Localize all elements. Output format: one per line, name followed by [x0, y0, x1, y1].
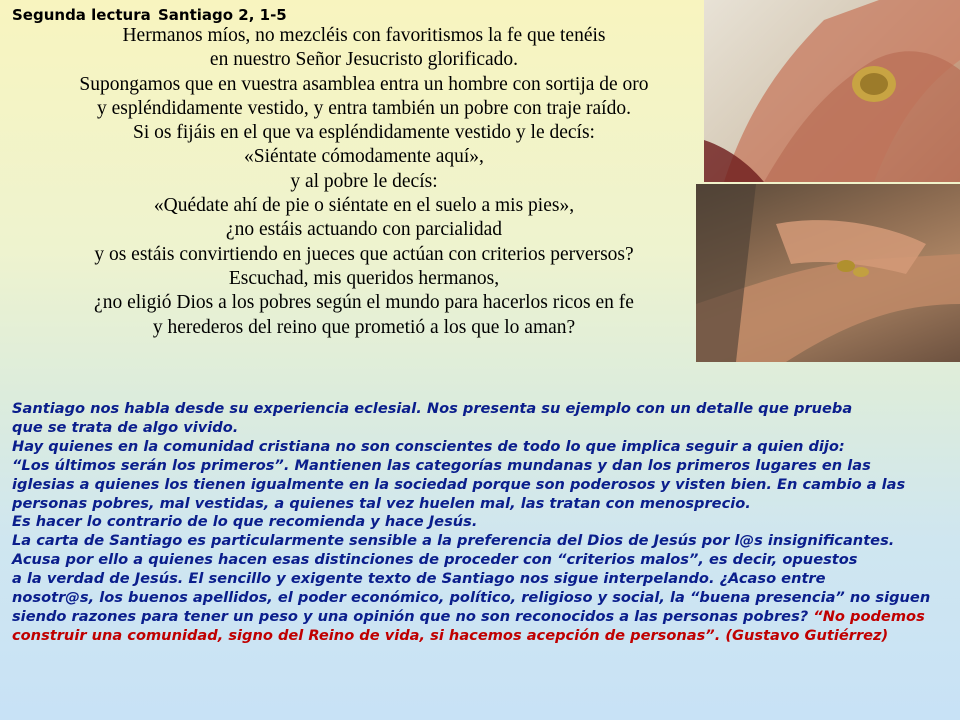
commentary-line: Acusa por ello a quienes hacen esas distinciones de proceder con “criterios malos”, es decir, opuestos	[12, 551, 858, 569]
reading-label: Segunda lectura	[12, 6, 151, 24]
reading-line: ¿no eligió Dios a los pobres según el mundo para hacerlos ricos en fe	[94, 292, 634, 314]
reading-line: Escuchad, mis queridos hermanos,	[228, 267, 500, 289]
gutierrez-quote-start: “No podemos	[813, 607, 925, 625]
reading-text	[0, 24, 728, 340]
commentary-line: personas pobres, mal vestidas, a quienes tal vez huelen mal, las tratan con menosprecio.	[12, 494, 751, 512]
gutierrez-quote: construir una comunidad, signo del Reino de vida, si hacemos acepción de personas”. (Gustavo Gutiérrez)	[12, 626, 889, 644]
reading-line: Si os fijáis en el que va espléndidamente vestido y le decís:	[133, 122, 595, 144]
reading-header	[12, 6, 287, 24]
reading-line: y espléndidamente vestido, y entra también un pobre con traje raído.	[97, 97, 631, 119]
commentary	[12, 400, 952, 646]
reading-citation: Santiago 2, 1-5	[157, 6, 287, 24]
hands-with-coins-photo	[696, 184, 960, 362]
commentary-line: iglesias a quienes los tienen igualmente en la sociedad porque son poderosos y visten bien. En cambio a las	[12, 475, 906, 493]
reading-line: y herederos del reino que prometió a los que lo aman?	[152, 316, 576, 338]
commentary-line: Es hacer lo contrario de lo que recomienda y hace Jesús.	[12, 513, 478, 531]
commentary-line: nosotr@s, los buenos apellidos, el poder económico, político, religioso y social, la “buena presencia” no siguen	[12, 589, 931, 607]
commentary-line	[12, 608, 952, 627]
commentary-line	[12, 457, 952, 476]
reading-line: ¿no estáis actuando con parcialidad	[225, 219, 503, 241]
commentary-line: La carta de Santiago es particularmente sensible a la preferencia del Dios de Jesús por l@s insignificantes.	[12, 532, 895, 550]
quote-last-first: “Los últimos serán los primeros”	[12, 456, 284, 474]
commentary-line: Hay quienes en la comunidad cristiana no son conscientes de todo lo que implica seguir a quien dijo:	[12, 437, 845, 455]
commentary-text: siendo razones para tener un peso y una opinión que no son reconocidos a las personas pobres?	[12, 607, 814, 625]
praying-hands-photo	[704, 0, 960, 182]
reading-line: «Siéntate cómodamente aquí»,	[244, 146, 484, 168]
reading-line: Hermanos míos, no mezcléis con favoritismos la fe que tenéis	[122, 25, 606, 46]
reading-line: y os estáis convirtiendo en jueces que actúan con criterios perversos?	[94, 243, 634, 265]
reading-line: y al pobre le decís:	[290, 170, 438, 192]
commentary-text: . Mantienen las categorías mundanas y dan los primeros lugares en las	[283, 456, 871, 474]
commentary-line: que se trata de algo vivido.	[12, 418, 239, 436]
reading-line: Supongamos que en vuestra asamblea entra un hombre con sortija de oro	[79, 73, 649, 95]
reading-line: en nuestro Señor Jesucristo glorificado.	[209, 49, 519, 71]
reading-line: «Quédate ahí de pie o siéntate en el suelo a mis pies»,	[153, 195, 575, 217]
commentary-line: a la verdad de Jesús. El sencillo y exigente texto de Santiago nos sigue interpelando. ¿Acaso entre	[12, 570, 826, 588]
commentary-line: Santiago nos habla desde su experiencia eclesial. Nos presenta su ejemplo con un detalle que prueba	[12, 400, 853, 417]
